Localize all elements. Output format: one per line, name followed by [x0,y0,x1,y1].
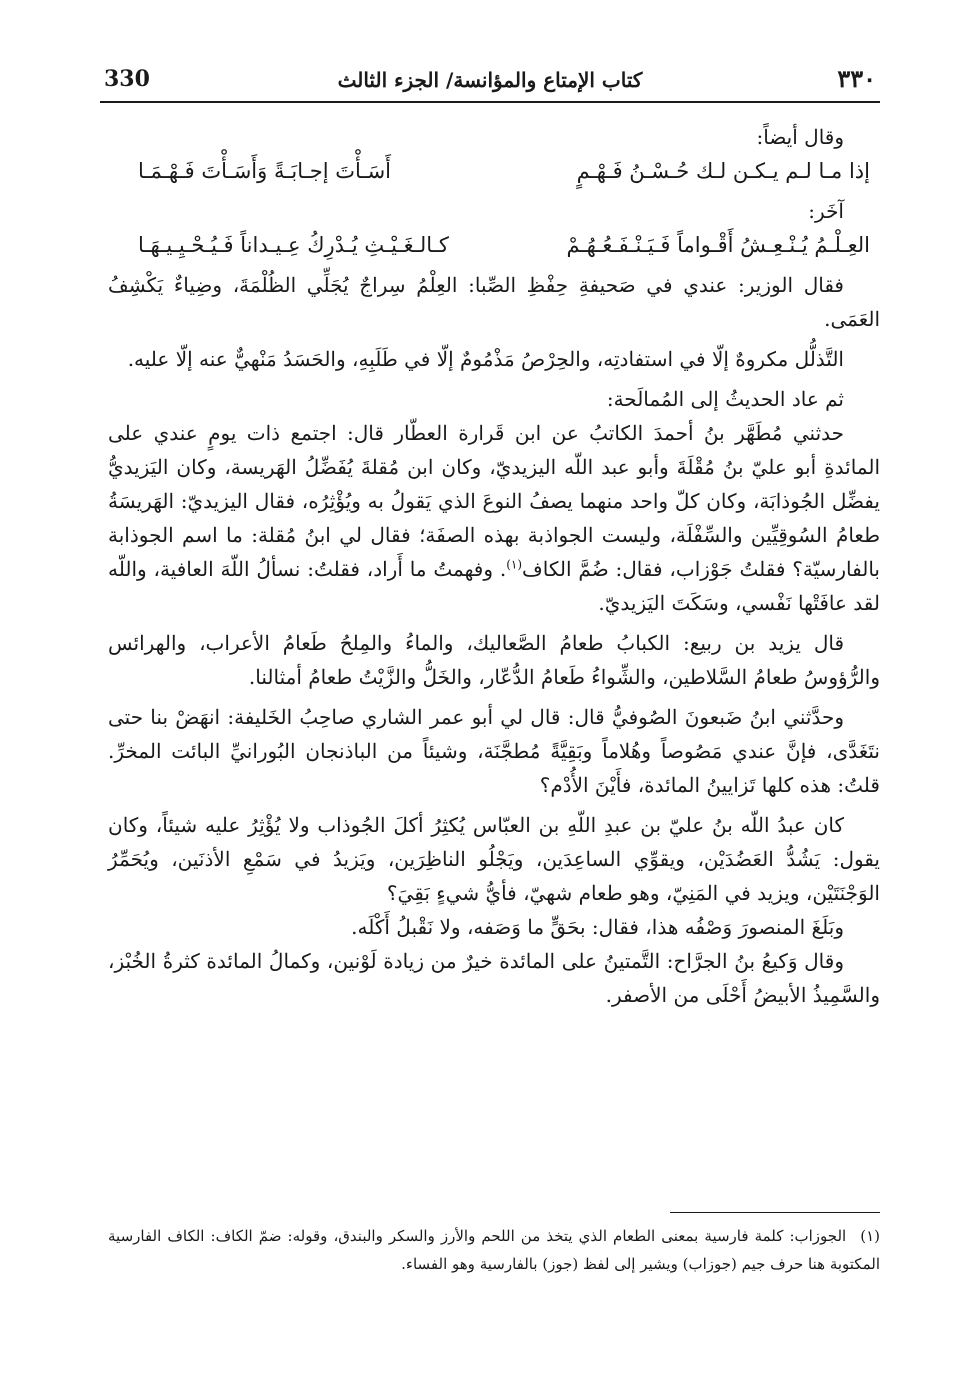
section-heading: ثم عاد الحديثُ إلى المُمالَحة: [606,387,844,411]
footnote-reference[interactable]: (١) [506,557,523,572]
verse-hemistich-second: أَسَـأْتَ إجـابَـةً وَأَسَـأْتَ فَـهْـمَـا [138,159,392,183]
verse-hemistich-first: إذا مـا لـم يـكـن لـك حُـسْـنُ فَـهْـمٍ [576,159,870,183]
paragraph: وحدَّثني ابنُ ضَبعونَ الصُوفيُّ قال: قال لي أبو عمر الشاري صاحِبُ الخَليفة: انهَضْ بنا حتى نتَغَدَّى، فإنَّ عندي مَصُوصاً وهُلاماً وبَقِيَّةً مُطجَّنَة، وشيئاً من الباذنجان البُورانيِّ البائت المخرِّ. قلتُ: هذه كلها تَزايينُ المائدة، فأَيْنَ الأُدْم؟ [108,705,880,797]
paragraph-text: . وفهمتُ ما أَراد، فقلتُ: نسألُ اللّهَ العافية، واللّه لقد عافَتْها نَفْسي، وسَكَتَ اليَزيديّ. [108,557,880,615]
paragraph: فقال الوزير: عندي في صَحيفةِ حِفْظِ الصِّبا: العِلْمُ سِراجٌ يُجَلِّي الظُلْمَةَ، وضِياءٌ يَكْشِفُ العَمَى. [108,273,880,331]
footnote-marker: (١) [860,1227,880,1245]
page-number-arabic: ٣٣٠ [837,64,876,93]
footnote-text: الجوزاب: كلمة فارسية بمعنى الطعام الذي يتخذ من اللحم والأرز والسكر والبندق، وقوله: ضمّ الكاف: الكاف الفارسية المكتوبة هنا حرف جيم (جوزاب) ويشير إلى لفظ (جوز) بالفارسية وهو الفساء. [108,1227,880,1273]
poem-intro: وقال أيضاً: [756,125,844,149]
paragraph: قال يزيد بن ربيع: الكبابُ طعامُ الصَّعاليك، والماءُ والمِلحُ طَعامُ الأعراب، والهرائس والرُّؤوسُ طعامُ السَّلاطين، والشِّواءُ طَعامُ الدُّعّار، والخَلُّ والزَّيْتُ طعامُ أمثالنا. [108,631,880,689]
header-divider [100,101,880,103]
poem-verse [108,228,880,262]
paragraph [108,416,880,620]
page-number-latin: 330 [104,66,150,92]
main-text [108,120,880,1012]
page-header [100,62,880,102]
paragraph: كان عبدُ اللّه بنُ عليّ بن عبدِ اللّهِ بن العبّاس يُكثِرُ أكلَ الجُوذاب ولا يُؤْثِرُ عليه شيئاً، وكان يقول: يَشُدُّ العَضُدَيْن، ويقوِّي الساعِدَين، ويَجْلُو الناظِرَين، ويَزيدُ في سَمْعِ الأذنَين، ويُحَمِّرُ الوَجْنَتَيْن، ويزيد في المَنِيّ، وهو طعام شهيّ، فأيُّ شيءٍ بَقِيَ؟ [108,813,880,905]
paragraph-text: حدثني مُطَهَّر بنُ أحمدَ الكاتبُ عن ابن قَرارة العطّار قال: اجتمع ذات يومٍ عندي على المائدةِ أبو عليّ بنُ مُقْلَةَ وأبو عبد اللّه اليزيديّ، وكان ابن مُقلةَ يُفَضِّلُ الهَريسة، وكان اليَزيديُّ يفضِّل الجُوذابَة، وكان كلّ واحد منهما يصفُ النوعَ الذي يَقولُ به ويُؤْثِرُه، فقال اليزيديّ: الهَريسَةُ طعامُ السُوقِيِّين والسِّفْلَة، وليست الجواذبة بهذه الصفَة؛ فقال لي ابنُ مُقلة: ما اسم الجوذابة بالفارسيّة؟ فقلتُ جَوْزاب، فقال: ضُمَّ الكاف [108,421,880,581]
paragraph: وبَلَغَ المنصورَ وَصْفُه هذا، فقال: بحَقٍّ ما وَصَفه، ولا نَقْبلُ أَكْلَه. [351,915,844,939]
verse-hemistich-second: كـالـغَـيْـثِ يُـدْرِكُ عِـيـداناً فَـيُـحْـيِـيـهَـا [138,233,449,257]
footnote [108,1222,880,1278]
footnote-paragraph [108,1222,880,1278]
paragraph: وقال وَكيعُ بنُ الجرَّاح: التَّمتينُ على المائدة خيرٌ من زيادة لَوْنين، وكمالُ المائدة كثرةُ الخُبْز، والسَّمِيذُ الأبيضُ أَحْلَى من الأصفر. [108,949,880,1007]
footnote-divider [670,1212,880,1213]
running-title: كتاب الإمتاع والمؤانسة/ الجزء الثالث [337,68,643,92]
verse-hemistich-first: العِـلْـمُ يُـنْـعِـشُ أَقْـواماً فَـيَـنْـفَـعُـهُـمْ [566,233,870,257]
poem-verse [108,154,880,188]
poem-intro: آخَر: [808,199,844,223]
paragraph: التَّذلُّل مكروهٌ إلّا في استفادتِه، والحِرْصُ مَذْمُومٌ إلّا في طَلَبِهِ، والحَسَدُ مَنْهيٌّ عنه إلّا عليه. [127,347,844,371]
